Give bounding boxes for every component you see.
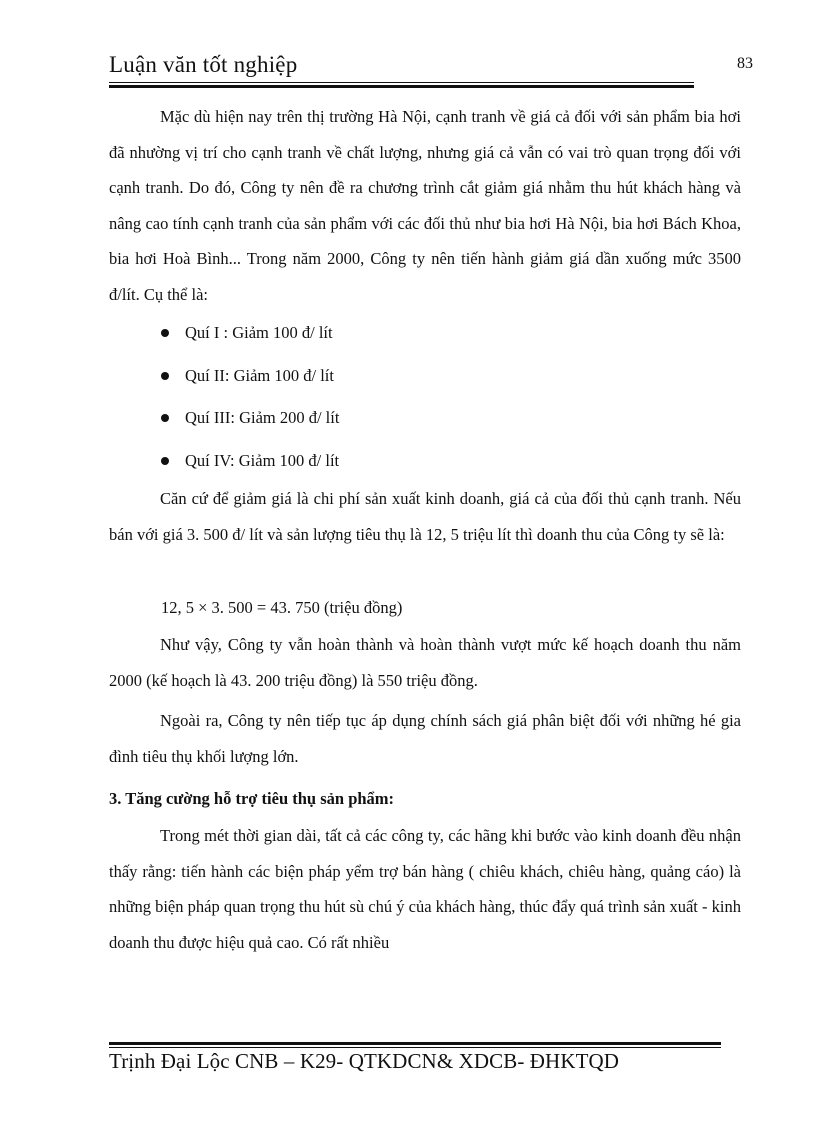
bullet-dot-icon [161, 372, 169, 380]
bullet-dot-icon [161, 414, 169, 422]
section-heading: 3. Tăng cường hỗ trợ tiêu thụ sản phẩm: [109, 789, 395, 808]
bullet-item-q2 [109, 365, 741, 387]
bullet-text: Quí IV: Giảm 100 đ/ lít [185, 451, 340, 470]
bullet-item-q4 [109, 450, 741, 472]
paragraph-price-basis: Căn cứ để giảm giá là chi phí sản xuất kinh doanh, giá cả của đối thủ cạnh tranh. Nếu bán với giá 3. 500 đ/ lít và sản lượng tiêu thụ là 12, 5 triệu lít thì doanh thu của Công ty sẽ là: [109, 489, 741, 544]
bullet-dot-icon [161, 329, 169, 337]
bullet-text: Quí III: Giảm 200 đ/ lít [185, 408, 340, 427]
bullet-item-q3 [109, 407, 741, 429]
header-rule-thin [109, 82, 694, 83]
footer-author-line: Trịnh Đại Lộc CNB – K29- QTKDCN& XDCB- ĐHKTQD [109, 1049, 620, 1073]
running-header-title: Luận văn tốt nghiệp [109, 52, 298, 77]
bullet-dot-icon [161, 457, 169, 465]
header-rule-thick [109, 85, 694, 88]
revenue-formula: 12, 5 × 3. 500 = 43. 750 (triệu đồng) [161, 598, 403, 617]
paragraph-price-discrimination: Ngoài ra, Công ty nên tiếp tục áp dụng chính sách giá phân biệt đối với những hé gia đình tiêu thụ khối lượng lớn. [109, 711, 741, 766]
bullet-text: Quí I : Giảm 100 đ/ lít [185, 323, 333, 342]
paragraph-price-competition: Mặc dù hiện nay trên thị trường Hà Nội, cạnh tranh về giá cả đối với sản phẩm bia hơi đã nhường vị trí cho cạnh tranh về chất lượng, nhưng giá cả vẫn có vai trò quan trọng đối với cạnh tranh. Do đó, Công ty nên đề ra chương trình cắt giảm giá nhằm thu hút khách hàng và nâng cao tính cạnh tranh của sản phẩm với các đối thủ như bia hơi Hà Nội, bia hơi Bách Khoa, bia hơi Hoà Bình... Trong năm 2000, Công ty nên tiến hành giảm giá dần xuống mức 3500 đ/lít. Cụ thể là: [109, 107, 741, 304]
bullet-text: Quí II: Giảm 100 đ/ lít [185, 366, 334, 385]
bullet-item-q1 [109, 322, 741, 344]
paragraph-sales-support: Trong mét thời gian dài, tất cả các công ty, các hãng khi bước vào kinh doanh đều nhận thấy rằng: tiến hành các biện pháp yểm trợ bán hàng ( chiêu khách, chiêu hàng, quảng cáo) là những biện pháp quan trọng thu hút sù chú ý của khách hàng, thúc đẩy quá trình sản xuất - kinh doanh thu được hiệu quả cao. Có rất nhiều [109, 826, 741, 952]
footer-rule-thick [109, 1042, 721, 1045]
paragraph-plan-result: Như vậy, Công ty vẫn hoàn thành và hoàn thành vượt mức kế hoạch doanh thu năm 2000 (kế hoạch là 43. 200 triệu đồng) là 550 triệu đồng. [109, 635, 741, 690]
page-number: 83 [737, 55, 753, 72]
